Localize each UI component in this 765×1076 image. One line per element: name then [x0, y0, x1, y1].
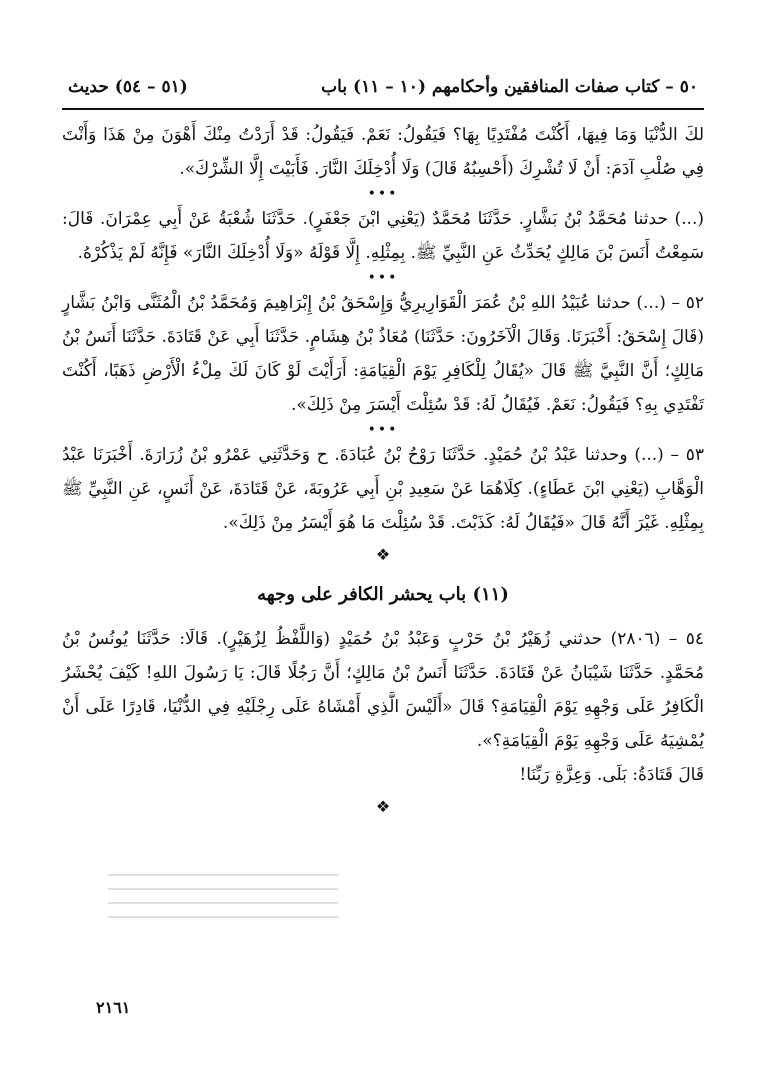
separator-stars: •••: [367, 422, 399, 438]
chapter-title: (١١) باب يحشر الكافر على وجهه: [257, 584, 509, 605]
header-title: ٥٠ – كتاب صفات المنافقين وأحكامهم (١٠ – ١١) باب: [321, 77, 698, 97]
paragraph-hadith-variant: (...) حدثنا مُحَمَّدُ بْنُ بَشَّارٍ. حَدَّثَنَا مُحَمَّدٌ (يَعْنِي ابْنَ جَعْفَرٍ). حَدَّثَنَا شُعْبَةُ عَنْ أَبِي عِمْرَانَ. قَالَ: سَمِعْتُ أَنَسَ بْنَ مَالِكٍ يُحَدِّثُ عَنِ النَّبِيِّ ﷺ. بِمِثْلِهِ. إِلَّا قَوْلَهُ «وَلَا أُدْخِلَكَ النَّارَ» فَإِنَّهُ لَمْ يَذْكُرْهُ.: [62, 209, 704, 263]
ornament-divider: ❖: [375, 545, 391, 564]
paragraph-qatada-saying: قَالَ قَتَادَةُ: بَلَى. وَعِزَّةِ رَبِّنَا!: [519, 765, 704, 785]
separator-stars: •••: [367, 186, 399, 202]
ornament-divider: ❖: [375, 797, 391, 816]
bleed-through-marks: [108, 862, 338, 948]
page-number: ٢١٦١: [96, 998, 131, 1017]
paragraph-hadith-53: ٥٣ – (...) وحدثنا عَبْدُ بْنُ حُمَيْدٍ. حَدَّثَنَا رَوْحُ بْنُ عُبَادَةَ. ح وَحَدَّثَنِي عَمْرُو بْنُ زُرَارَةَ. أَخْبَرَنَا عَبْدُ الْوَهَّابِ (يَعْنِي ابْنَ عَطَاءٍ). كِلَاهُمَا عَنْ سَعِيدِ بْنِ أَبِي عَرُوبَةَ، عَنْ قَتَادَةَ، عَنْ أَنَسٍ، عَنِ النَّبِيِّ ﷺ بِمِثْلِهِ. غَيْرَ أَنَّهُ قَالَ «فَيُقَالُ لَهُ: كَذَبْتَ. قَدْ سُئِلْتَ مَا هُوَ أَيْسَرُ مِنْ ذَلِكَ».: [62, 445, 704, 533]
text-body: [62, 118, 704, 822]
paragraph-hadith-54: ٥٤ – (٢٨٠٦) حدثني زُهَيْرُ بْنُ حَرْبٍ وَعَبْدُ بْنُ حُمَيْدٍ (وَاللَّفْظُ لِزُهَيْرٍ). قَالَا: حَدَّثَنَا يُونُسُ بْنُ مُحَمَّدٍ. حَدَّثَنَا شَيْبَانُ عَنْ قَتَادَةَ. حَدَّثَنَا أَنَسُ بْنُ مَالِكٍ؛ أَنَّ رَجُلًا قَالَ: يَا رَسُولَ اللهِ! كَيْفَ يُحْشَرُ الْكَافِرُ عَلَى وَجْهِهِ يَوْمَ الْقِيَامَةِ؟ قَالَ «أَلَيْسَ الَّذِي أَمْشَاهُ عَلَى رِجْلَيْهِ فِي الدُّنْيَا، قَادِرًا عَلَى أَنْ يُمْشِيَهُ عَلَى وَجْهِهِ يَوْمَ الْقِيَامَةِ؟».: [62, 629, 704, 751]
paragraph-hadith-52: ٥٢ – (...) حدثنا عُبَيْدُ اللهِ بْنُ عُمَرَ الْقَوَارِيرِيُّ وَإِسْحَقُ بْنُ إِبْرَاهِيمَ وَمُحَمَّدُ بْنُ الْمُثَنَّى وَابْنُ بَشَّارٍ (قَالَ إِسْحَقُ: أَخْبَرَنَا. وَقَالَ الْآخَرُونَ: حَدَّثَنَا) مُعَاذُ بْنُ هِشَامٍ. حَدَّثَنَا أَبِي عَنْ قَتَادَةَ. حَدَّثَنَا أَنَسُ بْنُ مَالِكٍ؛ أَنَّ النَّبِيَّ ﷺ قَالَ «يُقَالُ لِلْكَافِرِ يَوْمَ الْقِيَامَةِ: أَرَأَيْتَ لَوْ كَانَ لَكَ مِلْءُ الْأَرْضِ ذَهَبًا، أَكُنْتَ تَفْتَدِي بِهِ؟ فَيَقُولُ: نَعَمْ. فَيُقَالُ لَهُ: قَدْ سُئِلْتَ أَيْسَرَ مِنْ ذَلِكَ».: [62, 293, 704, 415]
running-header: [62, 70, 704, 110]
header-hadith-range: (٥١ – ٥٤) حديث: [68, 77, 188, 97]
paragraph-continuation: لكَ الدُّنْيَا وَمَا فِيهَا، أَكُنْتَ مُفْتَدِيًا بِهَا؟ فَيَقُولُ: نَعَمْ. فَيَقُولُ: قَدْ أَرَدْتُ مِنْكَ أَهْوَنَ مِنْ هَذَا وَأَنْتَ فِي صُلْبِ آدَمَ: أَنْ لَا تُشْرِكَ (أَحْسِبُهُ قَالَ) وَلَا أُدْخِلَكَ النَّارَ. فَأَبَيْتَ إِلَّا الشِّرْكَ».: [62, 125, 704, 179]
separator-stars: •••: [367, 270, 399, 286]
